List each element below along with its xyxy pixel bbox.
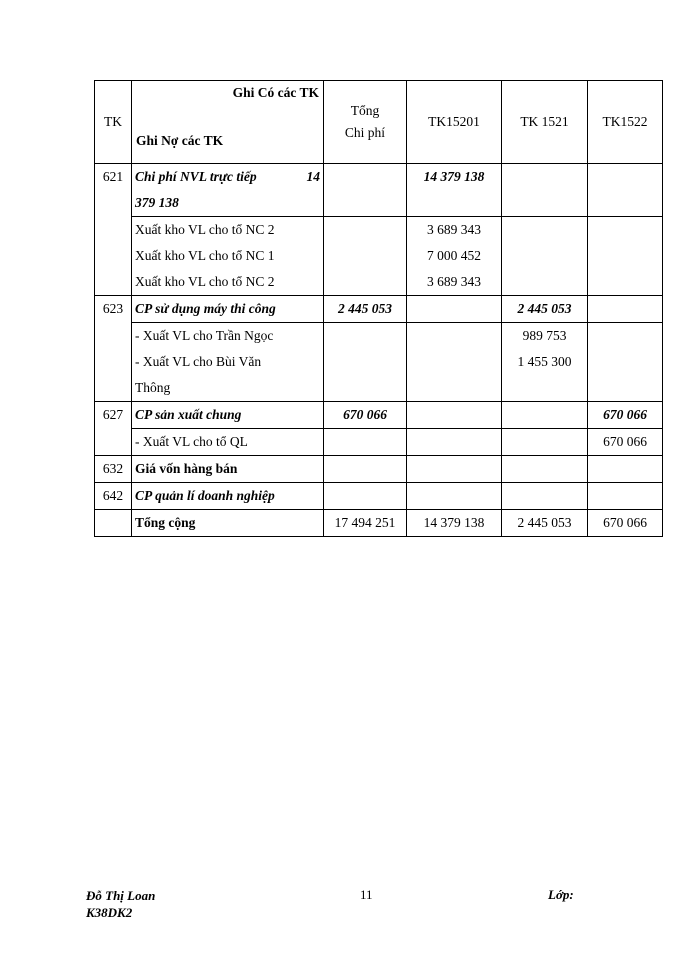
total-tk1521: 2 445 053 [502, 510, 588, 537]
row-tk1522-value: 670 066 [588, 402, 663, 429]
footer-page-number: 11 [360, 887, 373, 902]
table-total-row [95, 510, 663, 537]
row-total-empty [324, 323, 407, 402]
header-tk1521: TK 1521 [502, 81, 588, 164]
row-tk15201-empty [407, 323, 502, 402]
total-label: Tổng cộng [132, 510, 324, 537]
table-row [95, 164, 663, 217]
row-tk1522-empty [588, 296, 663, 323]
row-label: CP sử dụng máy thi công [132, 296, 324, 323]
row-detail-labels [132, 323, 324, 402]
detail-label: Thông [135, 380, 171, 395]
table-row [95, 456, 663, 483]
row-tk1522-empty [588, 483, 663, 510]
header-debit-label: Ghi Nợ các TK [136, 133, 224, 148]
detail-value: 3 689 343 [427, 274, 481, 289]
detail-value: 7 000 452 [427, 248, 481, 263]
row-tk: 621 [95, 164, 132, 296]
detail-label: - Xuất VL cho tổ QL [132, 429, 324, 456]
footer-author-class: K38DK2 [86, 905, 133, 920]
row-detail-values [502, 323, 588, 402]
row-label [132, 164, 324, 217]
detail-label: Xuất kho VL cho tổ NC 2 [135, 222, 275, 237]
row-tk: 627 [95, 402, 132, 456]
row-tk15201-empty [407, 402, 502, 429]
row-label: Giá vốn hàng bán [132, 456, 324, 483]
row-total-value: 670 066 [324, 402, 407, 429]
row-tk1522-empty [588, 164, 663, 217]
detail-value: 3 689 343 [427, 222, 481, 237]
detail-label: Xuất kho VL cho tổ NC 2 [135, 274, 275, 289]
header-tk15201: TK15201 [407, 81, 502, 164]
detail-label: - Xuất VL cho Trần Ngọc [135, 328, 274, 343]
row-total-empty [324, 217, 407, 296]
row-tk1521-value: 2 445 053 [502, 296, 588, 323]
row-tk1521-empty [502, 456, 588, 483]
table-row [95, 296, 663, 323]
row-total-empty [324, 456, 407, 483]
row-label-number-part1: 14 [306, 169, 320, 184]
header-total-line1: Tổng [350, 103, 380, 118]
detail-label: - Xuất VL cho Bùi Văn [135, 354, 262, 369]
row-tk: 623 [95, 296, 132, 402]
detail-value: 1 455 300 [517, 354, 572, 369]
row-tk1522-empty [588, 323, 663, 402]
detail-value: 989 753 [522, 328, 567, 343]
detail-value: 670 066 [588, 429, 663, 456]
header-credit-label: Ghi Có các TK [232, 85, 319, 100]
table-row [95, 323, 663, 402]
header-total-line2: Chi phí [344, 125, 386, 140]
row-tk1521-empty [502, 164, 588, 217]
cost-allocation-table [94, 80, 663, 537]
row-tk1521-empty [502, 483, 588, 510]
row-label: CP sản xuất chung [132, 402, 324, 429]
row-tk15201-empty [407, 483, 502, 510]
row-tk15201-empty [407, 456, 502, 483]
header-total-cell [324, 81, 407, 164]
table-row [95, 402, 663, 429]
detail-label: Xuất kho VL cho tổ NC 1 [135, 248, 275, 263]
row-tk15201-empty [407, 296, 502, 323]
row-tk1521-empty [502, 402, 588, 429]
footer-class-label: Lớp: [548, 887, 574, 902]
row-tk1521-empty [502, 429, 588, 456]
header-tk: TK [95, 81, 132, 164]
footer-author-name: Đỗ Thị Loan [86, 888, 156, 903]
table-header-row [95, 81, 663, 164]
table-row [95, 217, 663, 296]
row-tk15201-value: 14 379 138 [407, 164, 502, 217]
row-tk-empty [95, 510, 132, 537]
row-total-empty [324, 483, 407, 510]
row-total-empty [324, 429, 407, 456]
row-total-empty [324, 164, 407, 217]
row-tk: 642 [95, 483, 132, 510]
row-tk: 632 [95, 456, 132, 483]
header-account-cell [132, 81, 324, 164]
row-tk15201-empty [407, 429, 502, 456]
header-tk1522: TK1522 [588, 81, 663, 164]
row-tk1521-empty [502, 217, 588, 296]
total-tk15201: 14 379 138 [407, 510, 502, 537]
row-detail-labels [132, 217, 324, 296]
row-label-number-part2: 379 138 [135, 195, 179, 210]
row-detail-values [407, 217, 502, 296]
row-tk1522-empty [588, 217, 663, 296]
footer-author [86, 887, 155, 921]
row-total-value: 2 445 053 [324, 296, 407, 323]
row-tk1522-empty [588, 456, 663, 483]
table-row [95, 483, 663, 510]
table-row [95, 429, 663, 456]
row-label-text: Chi phí NVL trực tiếp [135, 169, 257, 184]
total-value: 17 494 251 [324, 510, 407, 537]
row-label: CP quản lí doanh nghiệp [132, 483, 324, 510]
total-tk1522: 670 066 [588, 510, 663, 537]
